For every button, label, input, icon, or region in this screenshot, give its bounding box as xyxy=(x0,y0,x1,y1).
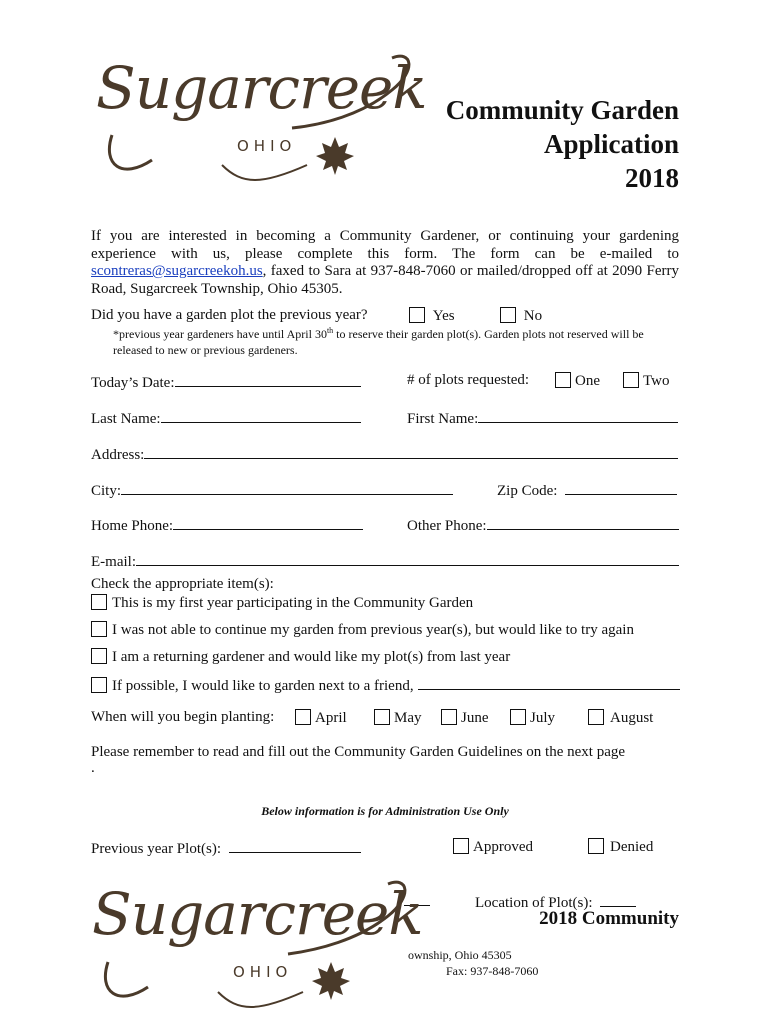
note-text-b: to reserve their garden plot(s). Garden plots not reserved will be released to new or previous gardeners. xyxy=(113,327,644,357)
denied-option[interactable] xyxy=(588,838,653,856)
plots-one-label: One xyxy=(575,373,600,389)
approved-label: Approved xyxy=(473,839,533,855)
other-phone-field[interactable] xyxy=(487,515,679,530)
footer-fax: Fax: 937-848-7060 xyxy=(446,964,539,978)
check-item-4-label: If possible, I would like to garden next to a friend, xyxy=(112,678,414,694)
title-line-1: Community Garden xyxy=(445,95,679,125)
august-checkbox[interactable] xyxy=(588,709,604,725)
city-field[interactable] xyxy=(121,480,453,495)
email-field[interactable] xyxy=(136,551,679,566)
email-label: E-mail: xyxy=(91,554,136,570)
zip-label: Zip Code: xyxy=(497,483,558,499)
friend-name-field[interactable] xyxy=(418,675,680,690)
no-checkbox[interactable] xyxy=(500,307,516,323)
check-item-3[interactable] xyxy=(91,648,510,666)
location-field[interactable] xyxy=(600,892,636,907)
reminder-text: Please remember to read and fill out the Community Garden Guidelines on the next page xyxy=(91,744,626,760)
reminder-dot: . xyxy=(91,760,95,776)
intro-text-before: If you are interested in becoming a Community Gardener, or continuing your gardening experience with us, please complete this form. The form can be e-mailed to xyxy=(91,228,679,262)
plots-one-option[interactable] xyxy=(555,372,600,390)
no-label: No xyxy=(523,308,543,324)
plots-one-checkbox[interactable] xyxy=(555,372,571,388)
july-label: July xyxy=(530,710,556,726)
may-checkbox[interactable] xyxy=(374,709,390,725)
check-item-2-label: I was not able to continue my garden from previous year(s), but would like to try again xyxy=(112,622,634,638)
may-label: May xyxy=(394,710,422,726)
plots-requested-label: # of plots requested: xyxy=(407,372,530,388)
location-label: Location of Plot(s): xyxy=(475,895,593,911)
home-phone-label: Home Phone: xyxy=(91,518,174,534)
planting-question: When will you begin planting: xyxy=(91,709,275,725)
april-checkbox[interactable] xyxy=(295,709,311,725)
address-label: Address: xyxy=(91,447,145,463)
zip-field[interactable] xyxy=(565,480,677,495)
intro-text-after: , faxed to Sara at 937-848-7060 or mailed/dropped off at 2090 Ferry Road, Sugarcreek Township, Ohio 45305. xyxy=(91,263,679,297)
intro-paragraph xyxy=(91,228,679,298)
admin-heading: Below information is for Administration Use Only xyxy=(261,804,509,818)
last-name-field[interactable] xyxy=(161,408,361,423)
plots-two-option[interactable] xyxy=(623,372,669,390)
check-item-1-checkbox[interactable] xyxy=(91,594,107,610)
check-item-2[interactable] xyxy=(91,621,634,639)
first-name-label: First Name: xyxy=(407,411,479,427)
previous-plot-row xyxy=(91,307,368,324)
title-line-3: 2018 xyxy=(625,163,679,193)
city-row xyxy=(91,480,453,500)
check-item-3-checkbox[interactable] xyxy=(91,648,107,664)
note-sup: th xyxy=(326,326,334,335)
denied-label: Denied xyxy=(610,839,654,855)
july-checkbox[interactable] xyxy=(510,709,526,725)
address-row xyxy=(91,444,678,464)
yes-checkbox[interactable] xyxy=(409,307,425,323)
logo-word: Sugarcreek xyxy=(96,54,427,122)
check-item-2-checkbox[interactable] xyxy=(91,621,107,637)
other-phone-label: Other Phone: xyxy=(407,518,487,534)
footer-title: 2018 Community xyxy=(539,908,679,929)
approved-option[interactable] xyxy=(453,838,533,856)
first-name-row xyxy=(407,408,678,428)
city-label: City: xyxy=(91,483,122,499)
june-label: June xyxy=(461,710,489,726)
todays-date-row xyxy=(91,372,361,392)
denied-checkbox[interactable] xyxy=(588,838,604,854)
approved-checkbox[interactable] xyxy=(453,838,469,854)
check-item-4[interactable] xyxy=(91,675,680,695)
footer-logo xyxy=(88,870,423,1020)
home-phone-row xyxy=(91,515,363,535)
plots-two-label: Two xyxy=(643,373,670,389)
yes-label: Yes xyxy=(432,308,455,324)
month-april[interactable] xyxy=(295,709,347,727)
check-heading: Check the appropriate item(s): xyxy=(91,576,274,592)
previous-plot-question: Did you have a garden plot the previous year? xyxy=(91,307,368,323)
logo-sub: OHIO xyxy=(237,137,297,155)
footer-maple-leaf-icon xyxy=(310,960,352,1002)
home-phone-field[interactable] xyxy=(173,515,363,530)
previous-plots-label: Previous year Plot(s): xyxy=(91,841,221,857)
other-phone-row xyxy=(407,515,679,535)
title-line-2: Application xyxy=(543,129,679,159)
address-field[interactable] xyxy=(144,444,678,459)
june-checkbox[interactable] xyxy=(441,709,457,725)
note-text-a: *previous year gardeners have until April 30 xyxy=(113,327,327,341)
previous-plot-note xyxy=(113,323,679,358)
page-title xyxy=(379,93,679,195)
plots-requested-row xyxy=(407,372,529,389)
todays-date-field[interactable] xyxy=(175,372,361,387)
month-july[interactable] xyxy=(510,709,555,727)
logo xyxy=(92,40,427,190)
first-name-field[interactable] xyxy=(478,408,678,423)
previous-plots-row xyxy=(91,838,361,858)
check-item-3-label: I am a returning gardener and would like my plot(s) from last year xyxy=(112,649,511,665)
footer-logo-sub: OHIO xyxy=(233,963,293,981)
last-name-row xyxy=(91,408,361,428)
previous-plots-field[interactable] xyxy=(229,838,361,853)
check-item-4-checkbox[interactable] xyxy=(91,677,107,693)
zip-row xyxy=(497,480,677,500)
footer-logo-word: Sugarcreek xyxy=(92,880,423,948)
april-label: April xyxy=(315,710,347,726)
todays-date-label: Today’s Date: xyxy=(91,375,175,391)
check-item-1-label: This is my first year participating in the Community Garden xyxy=(112,595,474,611)
month-may[interactable] xyxy=(374,709,422,727)
footer-address: ownship, Ohio 45305 xyxy=(408,948,512,962)
last-name-label: Last Name: xyxy=(91,411,161,427)
august-label: August xyxy=(610,710,654,726)
month-august[interactable] xyxy=(588,709,653,727)
email-link[interactable]: scontreras@sugarcreekoh.us xyxy=(91,263,263,279)
plots-two-checkbox[interactable] xyxy=(623,372,639,388)
check-item-1[interactable] xyxy=(91,594,473,612)
month-june[interactable] xyxy=(441,709,489,727)
maple-leaf-icon xyxy=(314,135,356,177)
email-row xyxy=(91,551,679,571)
